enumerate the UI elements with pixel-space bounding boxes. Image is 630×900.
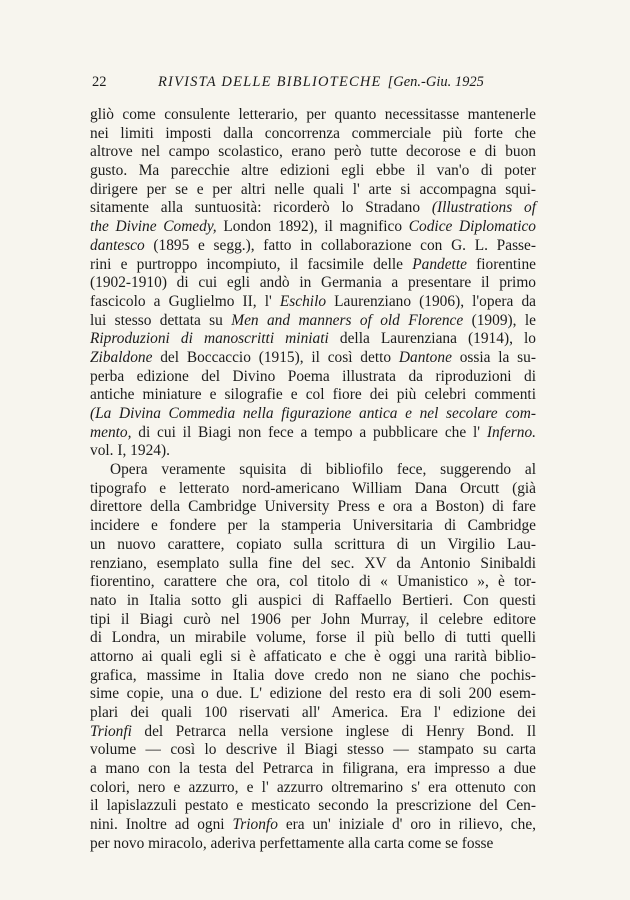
text-line: [90, 648, 536, 667]
text-line: [90, 816, 536, 835]
text-segment: rini e purtroppo incompiuto, il facsimile delle: [90, 255, 413, 273]
text-segment: fiorentine: [466, 255, 536, 273]
italic-text: Trionfo: [232, 816, 278, 834]
text-line: [90, 293, 536, 312]
text-segment: London 1892), il magnifico: [216, 218, 409, 236]
text-line: [90, 330, 536, 349]
italic-text: dantesco: [90, 236, 145, 254]
text-segment: vol. I, 1924).: [90, 442, 170, 460]
text-line: [90, 162, 536, 181]
running-header: [92, 73, 536, 91]
text-segment: incidere e fondere per la stamperia Universitaria di Cambridge: [90, 517, 536, 535]
text-line: [90, 218, 536, 237]
text-line: [90, 797, 536, 816]
text-line: [90, 256, 536, 275]
text-line: [90, 835, 536, 854]
text-line: [90, 704, 536, 723]
italic-text: (Illustrations of: [431, 199, 536, 217]
text-segment: fascicolo a Guglielmo II, l': [90, 292, 280, 310]
page-number: 22: [92, 74, 107, 90]
italic-text: mento,: [90, 423, 132, 441]
italic-text: Pandette: [412, 255, 467, 273]
text-segment: sitamente alla suntuosità: ricorderò lo Stradano: [90, 199, 432, 217]
text-segment: direttore della Cambridge University Press e ora a Boston) di fare: [90, 498, 536, 516]
text-segment: di cui il Biagi non fece a tempo a pubblicare che l': [131, 423, 487, 441]
text-line: [90, 386, 536, 405]
text-line: [90, 274, 536, 293]
italic-text: Zibaldone: [90, 348, 153, 366]
text-line: [90, 555, 536, 574]
text-segment: per novo miracolo, aderiva perfettamente alla carta come se fosse: [90, 834, 494, 852]
italic-text: Trionfi: [90, 722, 132, 740]
text-segment: era un' iniziale d' oro in rilievo, che,: [277, 816, 536, 834]
text-line: [90, 442, 536, 461]
text-segment: gliò come consulente letterario, per quanto necessitasse mantenerle: [90, 106, 536, 123]
body-text: [90, 106, 536, 854]
text-segment: fiorentino, carattere che ora, col titolo di « Umanistico », è tor-: [90, 573, 536, 591]
text-line: [90, 498, 536, 517]
text-line: [90, 199, 536, 218]
text-segment: gusto. Ma parecchie altre edizioni egli ebbe il van'o di poter: [90, 162, 536, 180]
text-line: [90, 461, 536, 480]
text-segment: Opera veramente squisita di bibliofilo fece, suggerendo al: [110, 461, 536, 479]
text-segment: a mano con la testa del Petrarca in filigrana, era impresso a due: [90, 760, 536, 778]
text-segment: attorno ai quali egli si è affaticato e che è oggi una rarità biblio-: [90, 647, 536, 665]
text-line: [90, 349, 536, 368]
text-segment: nini. Inoltre ad ogni: [90, 816, 233, 834]
text-segment: della Laurenziana (1914), lo: [328, 330, 536, 348]
text-line: [90, 592, 536, 611]
paragraph: [90, 461, 536, 853]
text-segment: di Londra, un mirabile volume, forse il più bello di tutti quelli: [90, 629, 536, 647]
text-segment: dirigere per se e per altri nelle quali l' arte si accompagna squi-: [90, 180, 536, 198]
text-line: [90, 723, 536, 742]
text-segment: volume — così lo descrive il Biagi stesso — stampato su carta: [90, 741, 536, 759]
italic-text: Eschilo: [279, 292, 327, 310]
text-segment: sime copie, una o due. L' edizione del resto era di soli 200 esem-: [90, 685, 536, 703]
text-line: [90, 629, 536, 648]
text-line: [90, 741, 536, 760]
text-segment: un nuovo carattere, copiato sulla scrittura di un Virgilio Lau-: [90, 535, 536, 553]
text-segment: del Boccaccio (1915), il così detto: [152, 348, 399, 366]
text-line: [90, 573, 536, 592]
text-segment: grafica, massime in Italia dove credo non ne siano che pochis-: [90, 666, 536, 684]
text-line: [90, 143, 536, 162]
text-segment: renziano, esemplato sulla fine del sec. XV da Antonio Sinibaldi: [90, 554, 536, 572]
italic-text: the Divine Comedy,: [90, 218, 217, 236]
text-segment: (1895 e segg.), fatto in collaborazione con G. L. Passe-: [144, 236, 536, 254]
text-segment: nato in Italia sotto gli auspici di Raffaello Bertieri. Con questi: [90, 591, 536, 609]
text-segment: Laurenziano (1906), l'opera da: [326, 292, 536, 310]
italic-text: Riproduzioni di manoscritti miniati: [90, 330, 329, 348]
italic-text: (La Divina Commedia nella figurazione antica e nel secolare com-: [90, 405, 536, 422]
text-segment: antiche miniature e silografie e col fiore dei più celebri commenti: [90, 386, 536, 404]
text-line: [90, 106, 536, 125]
text-segment: il lapislazzuli pestato e mesticato secondo la prescrizione del Cen-: [90, 797, 536, 815]
text-line: [90, 611, 536, 630]
text-line: [90, 237, 536, 256]
italic-text: Dantone: [398, 348, 452, 366]
text-line: [90, 685, 536, 704]
text-segment: altrove nel campo scolastico, erano però tutte decorose e di buon: [90, 143, 536, 161]
text-line: [90, 405, 536, 424]
text-segment: plari dei quali 100 riservati all' America. Era l' edizione dei: [90, 704, 536, 721]
italic-text: Inferno.: [486, 423, 536, 441]
text-line: [90, 779, 536, 798]
text-segment: tipi il Biagi curò nel 1906 per John Murray, il celebre editore: [90, 610, 536, 628]
text-line: [90, 480, 536, 499]
text-segment: perba edizione del Divino Poema illustrata da riproduzioni di: [90, 367, 536, 385]
italic-text: Men and manners of old Florence: [231, 311, 464, 329]
text-line: [90, 424, 536, 443]
text-segment: ossia la su-: [451, 348, 536, 366]
text-line: [90, 667, 536, 686]
text-line: [90, 517, 536, 536]
italic-text: Codice Diplomatico: [408, 218, 537, 236]
journal-title: RIVISTA DELLE BIBLIOTECHE: [158, 74, 382, 90]
text-line: [90, 368, 536, 387]
text-line: [90, 181, 536, 200]
text-line: [90, 312, 536, 331]
text-segment: (1902-1910) di cui egli andò in Germania a presentare il primo: [90, 274, 536, 292]
text-segment: lui stesso dettata su: [90, 311, 232, 329]
text-segment: (1909), le: [463, 311, 536, 329]
text-line: [90, 125, 536, 144]
text-segment: colori, nero e azzurro, e l' azzurro oltremarino s' era ottenuto con: [90, 778, 536, 796]
text-segment: tipografo e letterato nord-americano William Dana Orcutt (già: [90, 479, 536, 497]
issue-date: [Gen.-Giu. 1925: [387, 74, 484, 90]
text-line: [90, 536, 536, 555]
text-segment: nei limiti imposti dalla concorrenza commerciale più forte che: [90, 124, 536, 142]
text-line: [90, 760, 536, 779]
text-segment: del Petrarca nella versione inglese di Henry Bond. Il: [131, 722, 536, 740]
paragraph: [90, 106, 536, 461]
